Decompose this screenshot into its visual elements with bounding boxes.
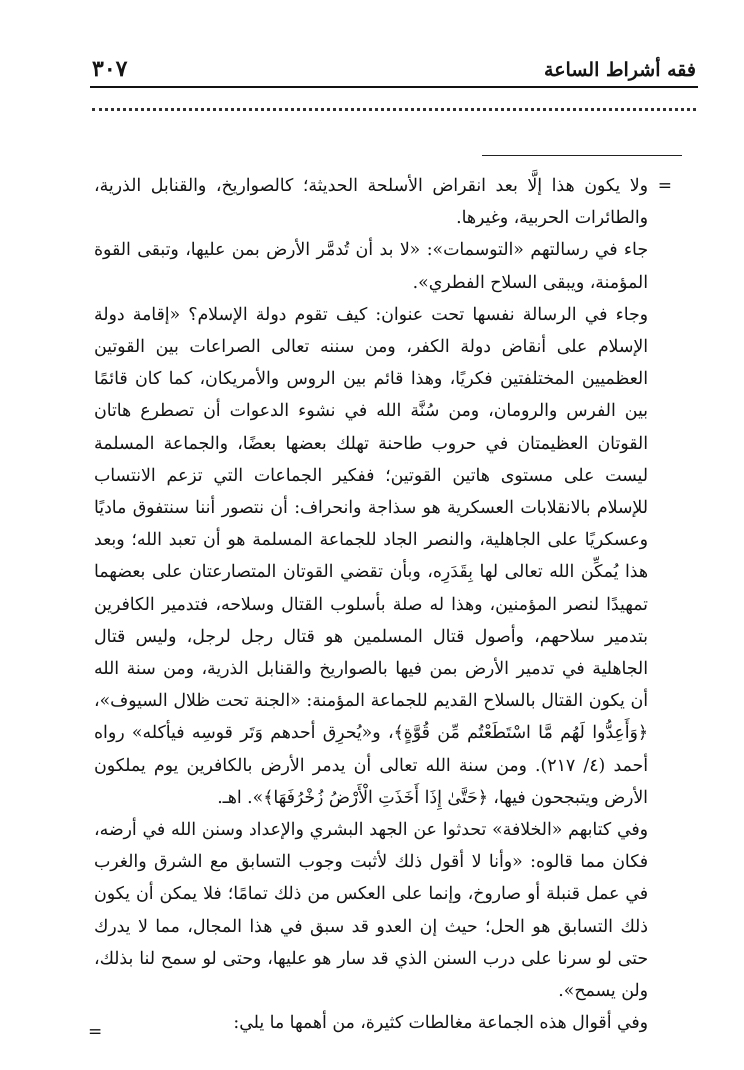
paragraph: وفي أقوال هذه الجماعة مغالطات كثيرة، من أهمها ما يلي: (233, 1013, 648, 1034)
footnote-rule (482, 155, 682, 156)
page-header (92, 52, 696, 88)
paragraph: وجاء في الرسالة نفسها تحت عنوان: كيف تقوم دولة الإسلام؟ «إقامة دولة الإسلام على أنقاض دولة الكفر، ومن سننه تعالى الصراعات بين القوتين العظميين المختلفتين فكريًا، وهذا قائم بين الروس والأمريكان، كما كان قائمًا بين الفرس والرومان، ومن سُنَّة الله في نشوء الدعوات أن تصطرع هاتان القوتان العظيمتان في حروب طاحنة تهلك بعضها بعضًا، والجماعة المسلمة ليست على مستوى هاتين القوتين؛ ففكير الجماعات التي تزعم الانتساب للإسلام بالانقلابات العسكرية هو سذاجة وانحراف: أن نتصور أننا سنتفوق ماديًا وعسكريًا على الجاهلية، والنصر الجاد للجماعة المسلمة هو أن تعبد الله؛ وبعد هذا يُمكِّن الله تعالى لها بِقَدَرِه، وبأن تقضي القوتان المتصارعتان على بعضهما تمهيدًا لنصر المؤمنين، وهذا له صلة بأسلوب القتال وسلاحه، فتدمير الكافرين بتدمير سلاحهم، وأصول قتال المسلمين هو قتال رجل لرجل، وليس قتال الجاهلية في تدمير الأرض بمن فيها بالصواريخ والقنابل الذرية، ومن سنة الله أن يكون القتال بالسلاح القديم للجماعة المؤمنة: «الجنة تحت ظلال السيوف»، ﴿وَأَعِدُّوا لَهُم مَّا اسْتَطَعْتُم مِّن قُوَّةٍ﴾، و«يُحرِق أحدهم وَتَر قوسِه فيأكله» رواه أحمد (٤/ ٢١٧). ومن سنة الله تعالى أن يدمر الأرض بالكافرين يوم يملكون الأرض ويتبجحون فيها، ﴿حَتَّىٰ إِذَا أَخَذَتِ الْأَرْضُ زُخْرُفَهَا﴾». اهـ. (94, 304, 648, 808)
paragraph: جاء في رسالتهم «التوسمات»: «لا بد أن تُدمَّر الأرض بمن عليها، وتبقى القوة المؤمنة، ويبقى السلاح الفطري». (94, 240, 648, 293)
header-rule (90, 86, 698, 88)
page-number: ٣٠٧ (92, 56, 128, 82)
paragraph: ولا يكون هذا إلَّا بعد انقراض الأسلحة الحديثة؛ كالصواريخ، والقنابل الذرية، والطائرات الحربية، وغيرها. (94, 176, 648, 229)
running-title: فقه أشراط الساعة (544, 59, 696, 81)
paragraph: وفي كتابهم «الخلافة» تحدثوا عن الجهد البشري والإعداد وسنن الله في أرضه، فكان مما قالوه: «وأنا لا أقول ذلك لأثبت وجوب التسابق مع الشرق والغرب في عمل قنبلة أو صاروخ، وإنما على العكس من ذلك تمامًا؛ فلا يمكن أن يكون ذلك التسابق هو الحل؛ حيث إن العدو قد سبق في هذا المجال، مما لا يدرك حتى لو سرنا على درب السنن الذي قد سار هو عليها، وحتى لو سمح لنا بذلك، ولن يسمح». (94, 820, 648, 1002)
continuation-mark-top: = (657, 176, 672, 196)
continuation-mark-bottom: = (88, 1022, 103, 1042)
footnote-text (94, 170, 648, 1039)
dotted-separator (92, 108, 696, 111)
